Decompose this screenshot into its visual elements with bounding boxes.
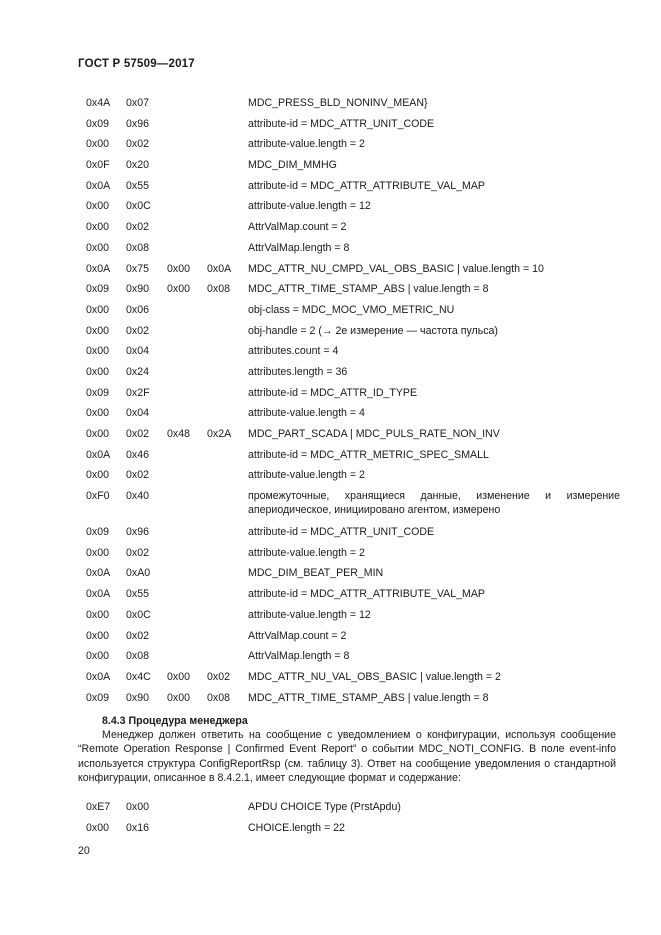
byte-2-cell: 0x96 xyxy=(126,117,149,130)
table-row xyxy=(86,179,626,200)
byte-4-cell: 0x08 xyxy=(207,283,230,296)
byte-4-cell: 0x02 xyxy=(207,670,230,683)
table-row xyxy=(86,344,626,365)
byte-1-cell: 0x0F xyxy=(86,159,110,172)
byte-2-cell: 0x06 xyxy=(126,303,149,316)
description-cell: промежуточные, хранящиеся данные, изменение и измерение апериодическое, инициировано агентом, измерено xyxy=(248,490,620,517)
byte-1-cell: 0x0A xyxy=(86,588,111,601)
description-cell: AttrValMap.count = 2 xyxy=(248,629,347,642)
byte-2-cell: 0x0C xyxy=(126,200,151,213)
byte-2-cell: 0x46 xyxy=(126,448,149,461)
table-row xyxy=(86,587,626,608)
description-cell: MDC_ATTR_TIME_STAMP_ABS | value.length = 8 xyxy=(248,283,489,296)
description-cell: obj-handle = 2 (→ 2е измерение — частота пульса) xyxy=(248,324,498,337)
description-cell: attribute-value.length = 2 xyxy=(248,546,365,559)
section-8-4-3 xyxy=(78,714,616,785)
description-cell: attribute-value.length = 12 xyxy=(248,608,371,621)
table-row xyxy=(86,158,626,179)
byte-1-cell: 0x00 xyxy=(86,428,109,440)
table-row xyxy=(86,649,626,670)
description-cell: AttrValMap.length = 8 xyxy=(248,650,350,663)
byte-2-cell: 0x04 xyxy=(126,407,149,420)
byte-1-cell: 0x00 xyxy=(86,221,109,234)
table-row xyxy=(86,629,626,650)
description-cell: attributes.count = 4 xyxy=(248,345,339,358)
byte-2-cell: 0x20 xyxy=(126,159,149,172)
byte-3-cell: 0x00 xyxy=(167,670,190,683)
byte-1-cell: 0x0A xyxy=(86,448,111,461)
byte-4-cell: 0x08 xyxy=(207,691,230,704)
description-cell: MDC_ATTR_NU_VAL_OBS_BASIC | value.length = 2 xyxy=(248,670,501,683)
description-cell: attribute-id = MDC_ATTR_UNIT_CODE xyxy=(248,117,435,130)
table-row xyxy=(86,427,626,448)
byte-2-cell: 0x02 xyxy=(126,138,149,151)
section-title: 8.4.3 Процедура менеджера xyxy=(102,715,248,727)
byte-2-cell: 0x07 xyxy=(126,97,149,109)
byte-1-cell: 0x0A xyxy=(86,670,111,683)
table-row xyxy=(86,137,626,158)
byte-2-cell: 0x08 xyxy=(126,241,149,254)
description-cell: attribute-id = MDC_ATTR_ATTRIBUTE_VAL_MAP xyxy=(248,588,485,601)
table-row xyxy=(86,670,626,691)
table-row xyxy=(86,324,626,345)
table-row xyxy=(86,406,626,427)
byte-2-cell: 0x02 xyxy=(126,546,149,559)
table-row xyxy=(86,691,626,712)
table-row xyxy=(86,608,626,629)
byte-2-cell: 0x90 xyxy=(126,283,149,296)
byte-2-cell: 0x16 xyxy=(126,821,149,834)
table-row xyxy=(86,525,626,546)
byte-2-cell: 0x2F xyxy=(126,386,150,399)
page-number: 20 xyxy=(78,845,90,857)
description-cell: attribute-value.length = 2 xyxy=(248,469,365,482)
byte-1-cell: 0x00 xyxy=(86,608,109,621)
table-row xyxy=(86,117,626,138)
description-cell: MDC_PRESS_BLD_NONINV_MEAN} xyxy=(248,97,428,109)
description-cell: AttrValMap.length = 8 xyxy=(248,241,350,254)
description-cell: MDC_PART_SCADA | MDC_PULS_RATE_NON_INV xyxy=(248,428,500,440)
byte-1-cell: 0x0A xyxy=(86,567,111,580)
description-cell: MDC_DIM_MMHG xyxy=(248,159,337,172)
description-cell: obj-class = MDC_MOC_VMO_METRIC_NU xyxy=(248,303,455,316)
table-row xyxy=(86,96,626,117)
description-cell: attributes.length = 36 xyxy=(248,365,348,378)
table-row xyxy=(86,800,626,821)
description-cell: attribute-id = MDC_ATTR_ATTRIBUTE_VAL_MAP xyxy=(248,179,485,192)
byte-1-cell: 0x00 xyxy=(86,365,109,378)
byte-2-cell: 0x40 xyxy=(126,490,149,503)
byte-2-cell: 0x4C xyxy=(126,670,151,683)
description-cell: attribute-id = MDC_ATTR_ID_TYPE xyxy=(248,386,418,399)
byte-2-cell: 0x90 xyxy=(126,691,149,704)
table-row xyxy=(86,282,626,303)
table-row xyxy=(86,821,626,842)
byte-1-cell: 0x09 xyxy=(86,117,109,130)
byte-1-cell: 0x00 xyxy=(86,138,109,151)
byte-2-cell: 0x04 xyxy=(126,345,149,358)
byte-1-cell: 0x09 xyxy=(86,283,109,296)
table-row xyxy=(86,262,626,283)
byte-2-cell: 0x24 xyxy=(126,365,149,378)
byte-4-cell: 0x2A xyxy=(207,428,232,440)
byte-1-cell: 0xE7 xyxy=(86,801,111,813)
byte-1-cell: 0xF0 xyxy=(86,490,110,503)
table-row xyxy=(86,546,626,567)
byte-1-cell: 0x09 xyxy=(86,386,109,399)
description-cell: MDC_ATTR_NU_CMPD_VAL_OBS_BASIC | value.length = 10 xyxy=(248,262,544,275)
description-cell: MDC_DIM_BEAT_PER_MIN xyxy=(248,567,384,580)
table-row xyxy=(86,448,626,469)
description-cell: attribute-value.length = 4 xyxy=(248,407,365,420)
table-row xyxy=(86,220,626,241)
byte-1-cell: 0x00 xyxy=(86,629,109,642)
byte-1-cell: 0x00 xyxy=(86,200,109,213)
byte-1-cell: 0x09 xyxy=(86,691,109,704)
byte-2-cell: 0x02 xyxy=(126,221,149,234)
byte-2-cell: 0x75 xyxy=(126,262,149,275)
table-row xyxy=(86,199,626,220)
byte-1-cell: 0x0A xyxy=(86,179,111,192)
table-row xyxy=(86,468,626,489)
byte-2-cell: 0x00 xyxy=(126,801,149,813)
byte-3-cell: 0x00 xyxy=(167,283,190,296)
byte-2-cell: 0x55 xyxy=(126,588,149,601)
description-cell: AttrValMap.count = 2 xyxy=(248,221,347,234)
response-encoding-table xyxy=(86,800,626,841)
byte-1-cell: 0x00 xyxy=(86,345,109,358)
table-row xyxy=(86,489,626,525)
byte-1-cell: 0x0A xyxy=(86,262,111,275)
byte-2-cell: 0x02 xyxy=(126,469,149,482)
byte-1-cell: 0x00 xyxy=(86,821,109,834)
description-cell: CHOICE.length = 22 xyxy=(248,821,345,834)
byte-1-cell: 0x00 xyxy=(86,469,109,482)
description-cell: attribute-value.length = 12 xyxy=(248,200,371,213)
table-row xyxy=(86,303,626,324)
byte-3-cell: 0x00 xyxy=(167,262,190,275)
byte-2-cell: 0x55 xyxy=(126,179,149,192)
description-cell: attribute-id = MDC_ATTR_METRIC_SPEC_SMALL xyxy=(248,448,489,461)
description-cell: attribute-value.length = 2 xyxy=(248,138,365,151)
table-row xyxy=(86,566,626,587)
document-header: ГОСТ Р 57509—2017 xyxy=(78,58,195,70)
byte-1-cell: 0x00 xyxy=(86,546,109,559)
table-row xyxy=(86,241,626,262)
encoding-table xyxy=(86,96,626,711)
byte-3-cell: 0x00 xyxy=(167,691,190,704)
description-cell: MDC_ATTR_TIME_STAMP_ABS | value.length = 8 xyxy=(248,691,489,704)
byte-2-cell: 0x0C xyxy=(126,608,151,621)
section-paragraph: Менеджер должен ответить на сообщение с уведомлением о конфигурации, используя сообщение “Remote Operation Response | Confirmed Event Report” о событии MDC_NOTI_CONFIG. В поле event-info используется структура ConfigReportRsp (см. таблицу 3). Ответ на сообщение уведомления о стандартной конфигурации, описанное в 8.4.2.1, имеет следующие формат и содержание: xyxy=(78,729,616,784)
byte-1-cell: 0x00 xyxy=(86,241,109,254)
table-row xyxy=(86,386,626,407)
byte-2-cell: 0x02 xyxy=(126,428,149,440)
description-cell: APDU CHOICE Type (PrstApdu) xyxy=(248,801,401,813)
byte-2-cell: 0x02 xyxy=(126,629,149,642)
table-row xyxy=(86,365,626,386)
byte-1-cell: 0x00 xyxy=(86,650,109,663)
byte-2-cell: 0xA0 xyxy=(126,567,151,580)
byte-2-cell: 0x96 xyxy=(126,526,149,539)
byte-1-cell: 0x09 xyxy=(86,526,109,539)
byte-4-cell: 0x0A xyxy=(207,262,232,275)
byte-2-cell: 0x08 xyxy=(126,650,149,663)
byte-1-cell: 0x00 xyxy=(86,303,109,316)
byte-1-cell: 0x00 xyxy=(86,324,109,337)
byte-1-cell: 0x4A xyxy=(86,97,111,109)
byte-1-cell: 0x00 xyxy=(86,407,109,420)
byte-3-cell: 0x48 xyxy=(167,428,190,440)
description-cell: attribute-id = MDC_ATTR_UNIT_CODE xyxy=(248,526,435,539)
byte-2-cell: 0x02 xyxy=(126,324,149,337)
